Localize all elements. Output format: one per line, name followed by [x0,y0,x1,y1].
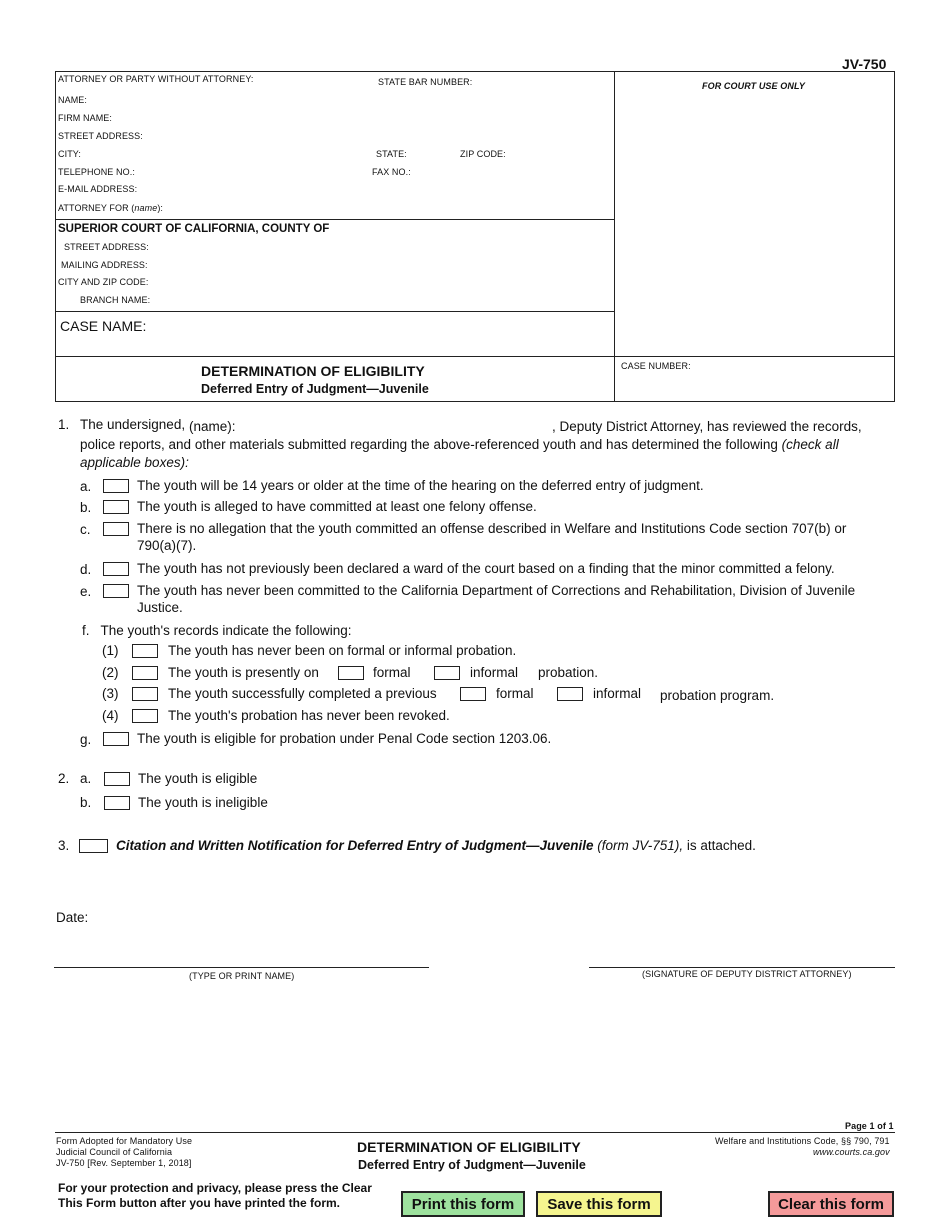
item1d-text: The youth has not previously been declared a ward of the court based on a finding that the minor committed a felony. [137,561,835,576]
item1f2-probation-label: probation. [538,665,599,680]
item1f2-text: The youth is presently on [168,665,319,680]
item1e-text2: Justice. [137,600,183,615]
item1f3-num: (3) [102,686,119,701]
form-subtitle: Deferred Entry of Judgment—Juvenile [201,382,429,396]
item1-line3: applicable boxes): [80,455,189,470]
item1f2-checkbox[interactable] [132,666,158,680]
item1f3-formal-checkbox[interactable] [460,687,486,701]
item1f2-formal-checkbox[interactable] [338,666,364,680]
item2a-checkbox[interactable] [104,772,130,786]
item1e-text1: The youth has never been committed to the California Department of Corrections and Rehabilitation, Division of Juvenile [137,583,856,598]
footer-adopted: Form Adopted for Mandatory Use Judicial Council of California JV-750 [Rev. September 1, 2018] [56,1136,193,1168]
item1e-letter: e. [80,584,92,599]
caption-box [55,71,895,402]
fax-label: FAX NO.: [372,167,411,177]
divider-court [55,219,615,220]
print-form-button[interactable]: Print this form [401,1191,525,1217]
item1f-text: f. The youth's records indicate the following: [82,623,352,638]
footer-website[interactable]: www.courts.ca.gov [813,1147,890,1157]
item1f1-num: (1) [102,643,119,658]
item1c-text1: There is no allegation that the youth committed an offense described in Welfare and Institutions Code section 707(b) or [137,521,847,536]
date-label: Date: [56,910,89,925]
type-name-label: (TYPE OR PRINT NAME) [189,971,295,981]
item1b-letter: b. [80,500,92,515]
case-number-label: CASE NUMBER: [621,361,691,371]
item1f3-informal-checkbox[interactable] [557,687,583,701]
footer-code: Welfare and Institutions Code, §§ 790, 791 [715,1136,890,1146]
item1f3-program-label: probation program. [660,688,775,703]
item1g-text: The youth is eligible for probation under Penal Code section 1203.06. [137,731,552,746]
item1e-checkbox[interactable] [103,584,129,598]
item1c-letter: c. [80,522,91,537]
item1f4-text: The youth's probation has never been revoked. [168,708,450,723]
court-street-label: STREET ADDRESS: [64,242,149,252]
item2b-text: The youth is ineligible [138,795,268,810]
caption-divider [614,71,615,402]
form-title: DETERMINATION OF ELIGIBILITY [201,363,425,379]
zip-label: ZIP CODE: [460,149,506,159]
attorney-label: ATTORNEY OR PARTY WITHOUT ATTORNEY: [58,74,254,84]
case-name-label: CASE NAME: [60,318,147,334]
footer-title: DETERMINATION OF ELIGIBILITY [357,1139,581,1155]
court-title: SUPERIOR COURT OF CALIFORNIA, COUNTY OF [58,223,330,235]
item1d-letter: d. [80,562,92,577]
clear-form-button[interactable]: Clear this form [768,1191,894,1217]
page-number: Page 1 of 1 [845,1121,894,1131]
item1a-text: The youth will be 14 years or older at the time of the hearing on the deferred entry of judgment. [137,478,704,493]
item1f2-informal-label: informal [470,665,519,680]
item1c-text2: 790(a)(7). [137,538,197,553]
name-line [54,967,429,968]
court-branch-label: BRANCH NAME: [80,295,151,305]
item2b-letter: b. [80,795,92,810]
item1f3-text: The youth successfully completed a previous [168,686,437,701]
item3-text: Citation and Written Notification for Deferred Entry of Judgment—Juvenile (form JV-751), is attached. [116,838,756,853]
item1a-checkbox[interactable] [103,479,129,493]
item2a-text: The youth is eligible [138,771,258,786]
footer-subtitle: Deferred Entry of Judgment—Juvenile [358,1158,586,1172]
privacy-notice: For your protection and privacy, please press the Clear This Form button after you have printed the form. [58,1181,372,1210]
telephone-label: TELEPHONE NO.: [58,167,135,177]
court-mailing-label: MAILING ADDRESS: [61,260,148,270]
court-use-label: FOR COURT USE ONLY [702,81,805,91]
divider-casename [55,311,615,312]
signature-line [589,967,895,968]
item2b-checkbox[interactable] [104,796,130,810]
type-name-field[interactable] [54,948,429,966]
item1f2-formal-label: formal [373,665,411,680]
item1g-letter: g. [80,732,92,747]
item1f3-checkbox[interactable] [132,687,158,701]
divider-title [55,356,895,357]
item1-name-label: (name): [189,419,236,434]
item2a-letter: a. [80,771,92,786]
item1f4-checkbox[interactable] [132,709,158,723]
date-field[interactable] [95,908,295,926]
item1-line2: police reports, and other materials submitted regarding the above-referenced youth and has determined the following (check all [80,437,839,452]
item1b-text: The youth is alleged to have committed at least one felony offense. [137,499,537,514]
state-label: STATE: [376,149,407,159]
item3-number: 3. [58,838,70,853]
form-number: JV-750 [842,56,887,72]
item1f2-num: (2) [102,665,119,680]
attorney-for-label: ATTORNEY FOR (name): [58,203,164,213]
street-address-label: STREET ADDRESS: [58,131,143,141]
item1f1-checkbox[interactable] [132,644,158,658]
footer-rule [55,1132,895,1133]
save-form-button[interactable]: Save this form [536,1191,662,1217]
item2-number: 2. [58,771,70,786]
item1f1-text: The youth has never been on formal or informal probation. [168,643,517,658]
item1d-checkbox[interactable] [103,562,129,576]
state-bar-label: STATE BAR NUMBER: [378,77,473,87]
item3-checkbox[interactable] [79,839,108,853]
item1f3-informal-label: informal [593,686,642,701]
name-label: NAME: [58,95,88,105]
item1b-checkbox[interactable] [103,500,129,514]
item1c-checkbox[interactable] [103,522,129,536]
item1f4-num: (4) [102,708,119,723]
item1-undersigned: The undersigned, [80,417,186,432]
item1g-checkbox[interactable] [103,732,129,746]
firm-name-label: FIRM NAME: [58,113,112,123]
signature-label: (SIGNATURE OF DEPUTY DISTRICT ATTORNEY) [642,969,852,979]
email-label: E-MAIL ADDRESS: [58,184,138,194]
item1f2-informal-checkbox[interactable] [434,666,460,680]
item1f3-formal-label: formal [496,686,534,701]
item1a-letter: a. [80,479,92,494]
city-label: CITY: [58,149,82,159]
item1-dda-text: , Deputy District Attorney, has reviewed the records, [552,419,862,434]
court-city-zip-label: CITY AND ZIP CODE: [58,277,149,287]
item1-name-field[interactable] [240,418,550,436]
item1-number: 1. [58,417,70,432]
